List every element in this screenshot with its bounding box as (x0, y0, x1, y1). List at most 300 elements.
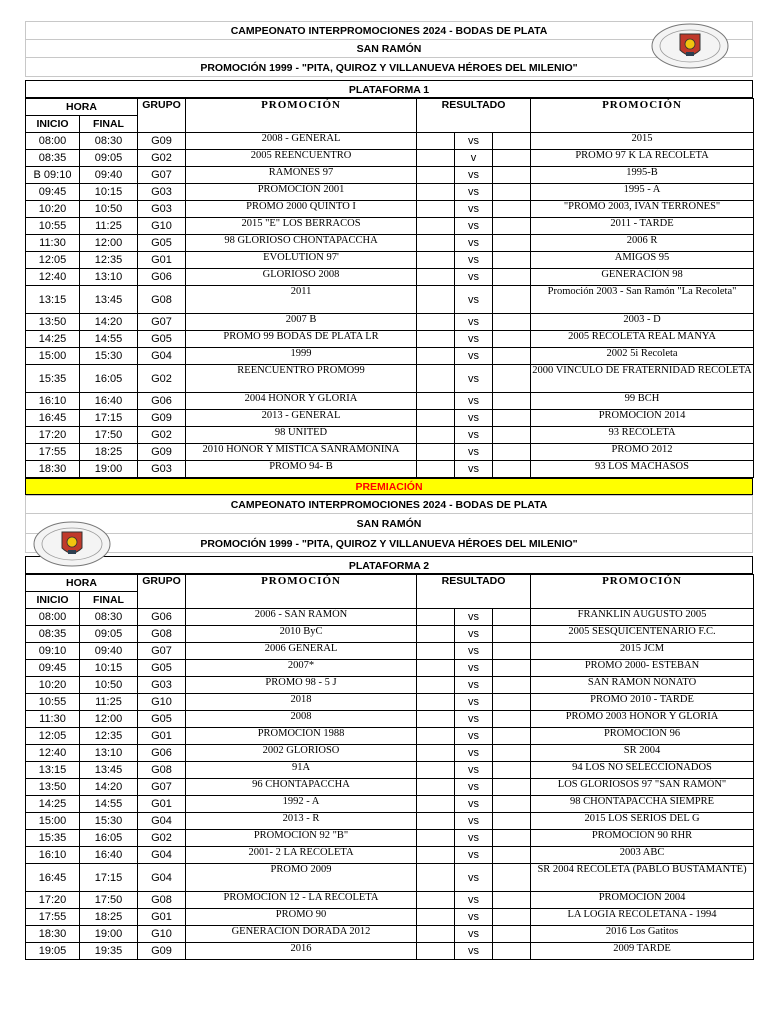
match-row (26, 892, 754, 909)
organizer-title: PROMOCIÓN 1999 - "PITA, QUIROZ Y VILLANUEVA HÉROES DEL MILENIO" (25, 57, 753, 77)
score-b (493, 133, 531, 150)
team-b: 2006 R (531, 235, 754, 252)
start-time: 12:05 (26, 252, 80, 269)
start-time: 08:35 (26, 150, 80, 167)
end-time: 12:35 (80, 728, 138, 745)
resultado-header: RESULTADO (417, 99, 531, 133)
match-row (26, 677, 754, 694)
team-a: 91A (186, 762, 417, 779)
versus-label: vs (455, 943, 493, 960)
start-time: 10:20 (26, 677, 80, 694)
end-time: 16:05 (80, 830, 138, 847)
versus-label: vs (455, 762, 493, 779)
group-code: G05 (138, 331, 186, 348)
versus-label: v (455, 150, 493, 167)
group-code: G09 (138, 444, 186, 461)
versus-label: vs (455, 410, 493, 427)
score-a (417, 286, 455, 314)
versus-label: vs (455, 779, 493, 796)
end-time: 15:30 (80, 348, 138, 365)
group-code: G07 (138, 643, 186, 660)
score-a (417, 150, 455, 167)
start-time: 11:30 (26, 235, 80, 252)
team-a: REENCUENTRO PROMO99 (186, 365, 417, 393)
group-code: G01 (138, 796, 186, 813)
group-code: G06 (138, 609, 186, 626)
versus-label: vs (455, 427, 493, 444)
match-row (26, 626, 754, 643)
team-b: PROMOCION 2014 (531, 410, 754, 427)
start-time: 18:30 (26, 926, 80, 943)
award-banner: PREMIACIÓN (25, 478, 753, 495)
versus-label: vs (455, 218, 493, 235)
group-code: G09 (138, 410, 186, 427)
match-row (26, 444, 754, 461)
match-row (26, 694, 754, 711)
score-a (417, 677, 455, 694)
team-b: 2002 5i Recoleta (531, 348, 754, 365)
team-b: 2009 TARDE (531, 943, 754, 960)
group-code: G08 (138, 626, 186, 643)
team-b: "PROMO 2003, IVAN TERRONES" (531, 201, 754, 218)
score-a (417, 167, 455, 184)
score-b (493, 909, 531, 926)
versus-label: vs (455, 926, 493, 943)
versus-label: vs (455, 864, 493, 892)
group-code: G10 (138, 218, 186, 235)
start-time: 13:50 (26, 314, 80, 331)
score-a (417, 133, 455, 150)
resultado-header: RESULTADO (417, 575, 531, 609)
score-b (493, 864, 531, 892)
end-time: 17:15 (80, 410, 138, 427)
match-row (26, 813, 754, 830)
group-code: G07 (138, 314, 186, 331)
score-a (417, 252, 455, 269)
score-a (417, 779, 455, 796)
team-b: 2015 LOS SERIOS DEL G (531, 813, 754, 830)
match-row (26, 201, 754, 218)
match-row (26, 926, 754, 943)
inicio-header: INICIO (26, 116, 80, 133)
start-time: 19:05 (26, 943, 80, 960)
versus-label: vs (455, 830, 493, 847)
platform-title: PLATAFORMA 1 (25, 80, 753, 98)
team-a: PROMOCIÓN 2001 (186, 184, 417, 201)
score-b (493, 643, 531, 660)
team-a: PROMO 2009 (186, 864, 417, 892)
end-time: 16:40 (80, 847, 138, 864)
score-b (493, 444, 531, 461)
team-b: PROMO 97 K LA RECOLETA (531, 150, 754, 167)
group-code: G07 (138, 167, 186, 184)
score-a (417, 410, 455, 427)
end-time: 09:40 (80, 167, 138, 184)
start-time: 08:00 (26, 609, 80, 626)
score-b (493, 694, 531, 711)
team-a: PROMO 98 - 5 J (186, 677, 417, 694)
group-code: G04 (138, 864, 186, 892)
group-code: G08 (138, 762, 186, 779)
score-b (493, 427, 531, 444)
team-a: PROMO 94- B (186, 461, 417, 478)
score-a (417, 201, 455, 218)
score-b (493, 218, 531, 235)
match-row (26, 643, 754, 660)
team-b: PROMOCION 2004 (531, 892, 754, 909)
score-a (417, 745, 455, 762)
group-code: G09 (138, 133, 186, 150)
group-code: G04 (138, 813, 186, 830)
location-title: SAN RAMÓN (25, 513, 753, 533)
end-time: 19:00 (80, 461, 138, 478)
versus-label: vs (455, 393, 493, 410)
match-row (26, 830, 754, 847)
group-code: G02 (138, 830, 186, 847)
match-row (26, 235, 754, 252)
start-time: 16:10 (26, 393, 80, 410)
match-row (26, 779, 754, 796)
team-b: Promoción 2003 - San Ramón "La Recoleta" (531, 286, 754, 314)
score-a (417, 269, 455, 286)
end-time: 10:15 (80, 660, 138, 677)
grupo-header: GRUPO (138, 99, 186, 133)
end-time: 17:15 (80, 864, 138, 892)
score-a (417, 909, 455, 926)
end-time: 16:05 (80, 365, 138, 393)
end-time: 12:35 (80, 252, 138, 269)
versus-label: vs (455, 660, 493, 677)
start-time: 16:45 (26, 410, 80, 427)
group-code: G05 (138, 660, 186, 677)
group-code: G07 (138, 779, 186, 796)
start-time: 14:25 (26, 796, 80, 813)
match-row (26, 365, 754, 393)
end-time: 18:25 (80, 444, 138, 461)
versus-label: vs (455, 643, 493, 660)
group-code: G02 (138, 365, 186, 393)
tournament-title: CAMPEONATO INTERPROMOCIONES 2024 - BODAS DE PLATA (25, 21, 753, 39)
start-time: 08:00 (26, 133, 80, 150)
end-time: 14:55 (80, 796, 138, 813)
match-row (26, 348, 754, 365)
team-a: PROMO 99 BODAS DE PLATA LR (186, 331, 417, 348)
score-b (493, 660, 531, 677)
group-code: G03 (138, 677, 186, 694)
score-b (493, 269, 531, 286)
team-a: 1992 - A (186, 796, 417, 813)
versus-label: vs (455, 711, 493, 728)
end-time: 12:00 (80, 235, 138, 252)
team-b: SR 2004 RECOLETA (PABLO BUSTAMANTE) (531, 864, 754, 892)
team-b: 93 LOS MACHASOS (531, 461, 754, 478)
start-time: 17:55 (26, 444, 80, 461)
end-time: 14:20 (80, 779, 138, 796)
team-b: PROMO 2012 (531, 444, 754, 461)
versus-label: vs (455, 201, 493, 218)
group-code: G09 (138, 943, 186, 960)
start-time: 17:55 (26, 909, 80, 926)
score-a (417, 892, 455, 909)
score-a (417, 218, 455, 235)
group-code: G01 (138, 728, 186, 745)
team-a: 2006 - SAN RAMÓN (186, 609, 417, 626)
end-time: 09:05 (80, 626, 138, 643)
schedule-body (26, 575, 754, 960)
group-code: G10 (138, 926, 186, 943)
team-a: RAMONES 97 (186, 167, 417, 184)
group-code: G05 (138, 235, 186, 252)
score-b (493, 201, 531, 218)
start-time: 12:05 (26, 728, 80, 745)
start-time: 13:15 (26, 286, 80, 314)
end-time: 16:40 (80, 393, 138, 410)
group-code: G02 (138, 150, 186, 167)
team-b: PROMO 2003 HONOR Y GLORIA (531, 711, 754, 728)
score-b (493, 762, 531, 779)
team-b: 2015 (531, 133, 754, 150)
team-b: 2003 ABC (531, 847, 754, 864)
score-a (417, 393, 455, 410)
team-b: SAN RAMON NONATO (531, 677, 754, 694)
score-a (417, 728, 455, 745)
versus-label: vs (455, 461, 493, 478)
team-b: 2005 SESQUICENTENARIO F.C. (531, 626, 754, 643)
start-time: 09:45 (26, 184, 80, 201)
match-row (26, 133, 754, 150)
team-b: 1995 - A (531, 184, 754, 201)
versus-label: vs (455, 235, 493, 252)
team-a: PROMO 2000 QUINTO I (186, 201, 417, 218)
team-a: GLORIOSO 2008 (186, 269, 417, 286)
promocion-b-header: PROMOCIÓN (531, 99, 754, 133)
group-code: G06 (138, 269, 186, 286)
platform-title: PLATAFORMA 2 (25, 556, 753, 574)
score-b (493, 779, 531, 796)
location-title: SAN RAMÓN (25, 39, 753, 57)
versus-label: vs (455, 909, 493, 926)
end-time: 08:30 (80, 133, 138, 150)
team-a: 2013 - GENERAL (186, 410, 417, 427)
score-b (493, 286, 531, 314)
start-time: 14:25 (26, 331, 80, 348)
start-time: 15:00 (26, 813, 80, 830)
start-time: 17:20 (26, 427, 80, 444)
score-a (417, 847, 455, 864)
score-a (417, 348, 455, 365)
end-time: 14:55 (80, 331, 138, 348)
score-a (417, 660, 455, 677)
team-b: AMIGOS 95 (531, 252, 754, 269)
start-time: 10:55 (26, 218, 80, 235)
inicio-header: INICIO (26, 592, 80, 609)
start-time: 15:35 (26, 365, 80, 393)
team-b: GENERACIÓN 98 (531, 269, 754, 286)
versus-label: vs (455, 677, 493, 694)
match-row (26, 745, 754, 762)
team-b: LA LOGIA RECOLETANA - 1994 (531, 909, 754, 926)
team-b: 2003 - D (531, 314, 754, 331)
team-a: 2011 (186, 286, 417, 314)
score-a (417, 444, 455, 461)
promocion-b-header: PROMOCIÓN (531, 575, 754, 609)
versus-label: vs (455, 609, 493, 626)
end-time: 09:05 (80, 150, 138, 167)
start-time: 17:20 (26, 892, 80, 909)
score-b (493, 813, 531, 830)
team-b: LOS GLORIOSOS 97 "SAN RAMÓN" (531, 779, 754, 796)
score-a (417, 864, 455, 892)
versus-label: vs (455, 796, 493, 813)
group-code: G04 (138, 847, 186, 864)
match-row (26, 427, 754, 444)
versus-label: vs (455, 348, 493, 365)
team-b: 2000 VINCULO DE FRATERNIDAD RECOLETA (531, 365, 754, 393)
score-b (493, 393, 531, 410)
team-a: 2006 GENERAL (186, 643, 417, 660)
team-b: 1995-B (531, 167, 754, 184)
team-b: 98 CHONTAPACCHA SIEMPRE (531, 796, 754, 813)
match-row (26, 461, 754, 478)
versus-label: vs (455, 745, 493, 762)
team-a: 2002 GLORIOSO (186, 745, 417, 762)
end-time: 18:25 (80, 909, 138, 926)
score-b (493, 410, 531, 427)
match-row (26, 331, 754, 348)
team-b: 2016 Los Gatitos (531, 926, 754, 943)
team-b: PROMO 2010 - TARDE (531, 694, 754, 711)
schedule-body (26, 99, 754, 478)
group-code: G05 (138, 711, 186, 728)
score-b (493, 796, 531, 813)
end-time: 13:45 (80, 286, 138, 314)
end-time: 11:25 (80, 218, 138, 235)
team-a: EVOLUTION 97' (186, 252, 417, 269)
start-time: 15:35 (26, 830, 80, 847)
versus-label: vs (455, 728, 493, 745)
end-time: 12:00 (80, 711, 138, 728)
team-a: 2013 - R (186, 813, 417, 830)
match-row (26, 314, 754, 331)
match-row (26, 393, 754, 410)
start-time: 18:30 (26, 461, 80, 478)
team-b: PROMOCIÓN 90 RHR (531, 830, 754, 847)
hora-header: HORA (26, 99, 138, 116)
match-row (26, 150, 754, 167)
score-b (493, 252, 531, 269)
versus-label: vs (455, 286, 493, 314)
score-a (417, 762, 455, 779)
match-row (26, 286, 754, 314)
versus-label: vs (455, 626, 493, 643)
match-row (26, 660, 754, 677)
versus-label: vs (455, 892, 493, 909)
team-a: PROMOCIÓN 1988 (186, 728, 417, 745)
score-b (493, 365, 531, 393)
score-a (417, 184, 455, 201)
score-b (493, 677, 531, 694)
group-code: G08 (138, 286, 186, 314)
end-time: 19:35 (80, 943, 138, 960)
group-code: G04 (138, 348, 186, 365)
final-header: FINAL (80, 116, 138, 133)
end-time: 14:20 (80, 314, 138, 331)
score-a (417, 314, 455, 331)
versus-label: vs (455, 847, 493, 864)
versus-label: vs (455, 331, 493, 348)
versus-label: vs (455, 167, 493, 184)
score-b (493, 626, 531, 643)
end-time: 09:40 (80, 643, 138, 660)
team-a: PROMO 90 (186, 909, 417, 926)
team-b: PROMO 2000- ESTEBAN (531, 660, 754, 677)
team-a: 2007 B (186, 314, 417, 331)
team-a: GENERACIÓN DORADA 2012 (186, 926, 417, 943)
end-time: 10:50 (80, 677, 138, 694)
match-row (26, 909, 754, 926)
start-time: B 09:10 (26, 167, 80, 184)
start-time: 09:10 (26, 643, 80, 660)
score-b (493, 314, 531, 331)
start-time: 09:45 (26, 660, 80, 677)
score-a (417, 461, 455, 478)
score-a (417, 365, 455, 393)
grupo-header: GRUPO (138, 575, 186, 609)
end-time: 08:30 (80, 609, 138, 626)
group-code: G08 (138, 892, 186, 909)
match-row (26, 252, 754, 269)
match-row (26, 218, 754, 235)
header-row (26, 99, 754, 116)
team-b: 2005 RECOLETA REAL MANYA (531, 331, 754, 348)
score-a (417, 331, 455, 348)
match-row (26, 943, 754, 960)
team-b: 2015 JCM (531, 643, 754, 660)
versus-label: vs (455, 133, 493, 150)
versus-label: vs (455, 252, 493, 269)
header-row (26, 575, 754, 592)
score-b (493, 150, 531, 167)
versus-label: vs (455, 314, 493, 331)
team-a: 2010 ByC (186, 626, 417, 643)
score-b (493, 167, 531, 184)
team-a: 98 GLORIOSO CHONTAPACCHA (186, 235, 417, 252)
match-row (26, 762, 754, 779)
match-row (26, 167, 754, 184)
team-a: 2005 REENCUENTRO (186, 150, 417, 167)
start-time: 10:20 (26, 201, 80, 218)
section-platform-2 (25, 495, 753, 960)
team-a: PROMOCIÓN 92 "B" (186, 830, 417, 847)
score-b (493, 461, 531, 478)
score-b (493, 235, 531, 252)
section-platform-1 (25, 21, 753, 478)
schedule-table (25, 574, 754, 960)
end-time: 13:10 (80, 745, 138, 762)
team-b: 2011 - TARDE (531, 218, 754, 235)
score-b (493, 926, 531, 943)
hora-header: HORA (26, 575, 138, 592)
score-b (493, 609, 531, 626)
tournament-title: CAMPEONATO INTERPROMOCIONES 2024 - BODAS DE PLATA (25, 495, 753, 513)
score-a (417, 235, 455, 252)
end-time: 10:15 (80, 184, 138, 201)
team-a: 2018 (186, 694, 417, 711)
group-code: G03 (138, 201, 186, 218)
end-time: 17:50 (80, 892, 138, 909)
organizer-title: PROMOCIÓN 1999 - "PITA, QUIROZ Y VILLANUEVA HÉROES DEL MILENIO" (25, 533, 753, 553)
end-time: 10:50 (80, 201, 138, 218)
